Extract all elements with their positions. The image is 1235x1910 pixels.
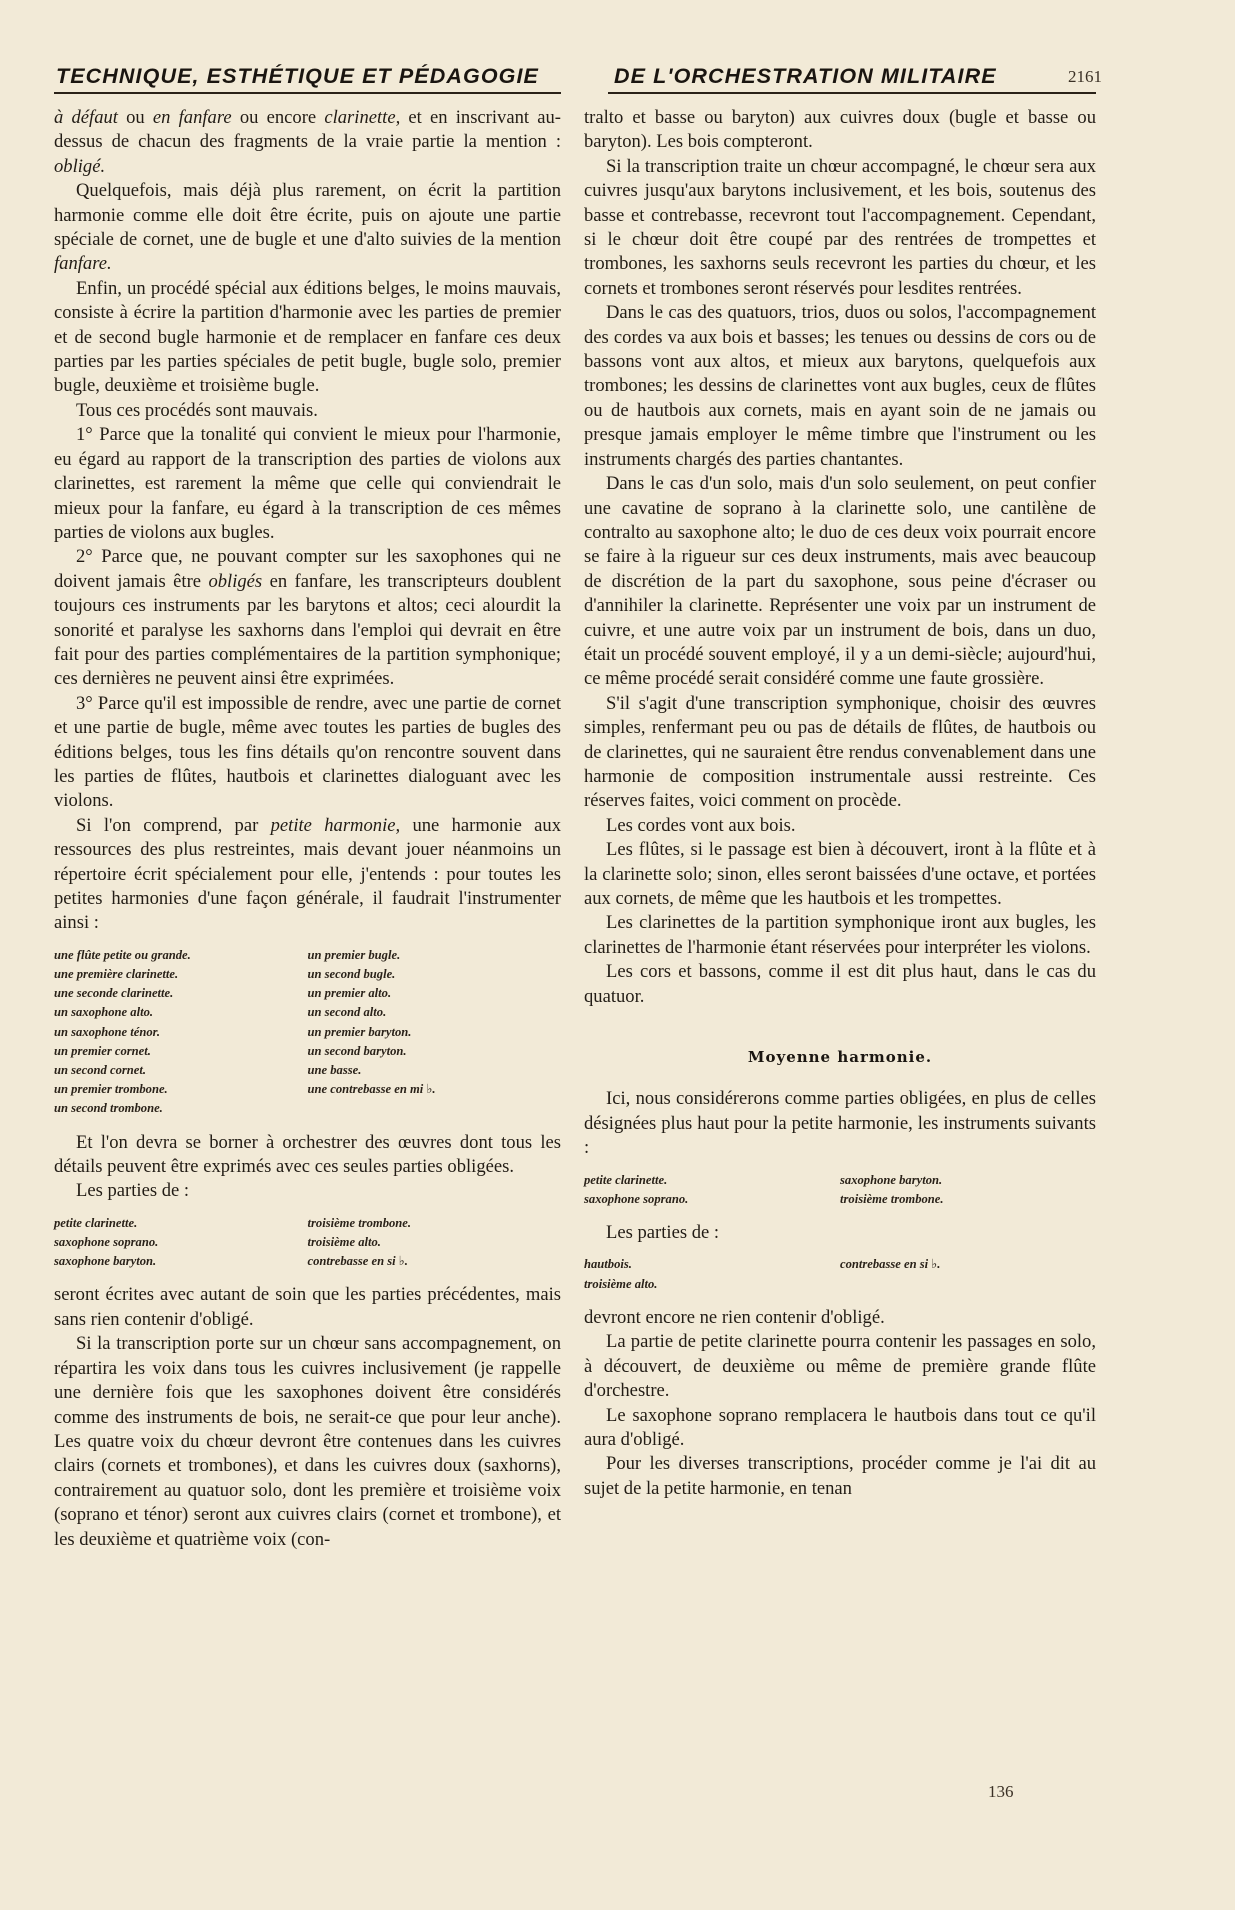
list-item: troisième alto. [307, 1235, 381, 1250]
list-item: saxophone soprano. [54, 1235, 159, 1250]
text-run: ou [117, 107, 153, 128]
list-item: une flûte petite ou grande. [54, 947, 191, 962]
paragraph: devront encore ne rien contenir d'obligé. [584, 1306, 885, 1328]
list-column [308, 946, 562, 1119]
paragraph: Dans le cas des quatuors, trios, duos ou solos, l'accompagnement des cordes va aux bois et basses; les tenues ou dessins de cors ou de bassons vont aux altos, et mieux aux barytons, quelquefois aux trombones; les dessins de clarinettes vont aux bugles, ceux de flûtes ou de hautbois aux cornets, mais en ayant soin de ne jamais ou presque jamais employer le même timbre que l'instrument ou les instruments chargés des parties chantantes. [584, 302, 1096, 470]
italic-text: à défaut [54, 107, 118, 128]
paragraph [54, 179, 561, 277]
folio-number: 136 [988, 1782, 1014, 1801]
header-left-title: TECHNIQUE, ESTHÉTIQUE ET PÉDAGOGIE [56, 64, 539, 88]
paragraph: S'il s'agit d'une transcription symphonique, choisir des œuvres simples, renfermant peu ou pas de détails de flûtes, de hautbois ou de clarinettes, qui ne sauraient être rendus convenablement dans une harmonie de composition instrumentale aussi restreinte. Ces réserves faites, voici comment on procède. [584, 692, 1096, 812]
italic-text: fanfare. [54, 253, 112, 275]
paragraph: Dans le cas d'un solo, mais d'un solo seulement, on peut confier une cavatine de soprano à la clarinette solo, une cantilène de contralto au saxophone alto; le duo de ces deux voix pourrait encore se faire à la rigueur sur ces deux instruments, mais avec beaucoup de discrétion de la part du saxophone, sous peine d'écraser ou d'annihiler la clarinette. Représenter une voix par un instrument de cuivre, et une autre voix par un instrument de bois, dans un duo, était un procédé souvent employé, il y a un demi-siècle; aujourd'hui, ce même procédé serait considéré comme une faute grossière. [584, 473, 1096, 690]
text-run: en fanfare, les transcripteurs doublent toujours ces instruments par les barytons et altos; ceci alourdit la sonorité et paralyse les saxhorns dans l'emploi qui devrait en être fait pour des parties complémentaires de la partition symphonique; ces dernières ne peuvent ainsi être exprimées. [54, 570, 561, 690]
list-item: saxophone baryton. [54, 1254, 157, 1269]
paragraph [54, 545, 561, 691]
paragraph: Et l'on devra se borner à orchestrer des œuvres dont tous les détails peuvent être exprimés avec ces seules parties obligées. [54, 1131, 561, 1178]
italic-text: petite harmonie, [270, 814, 401, 836]
list-item: contrebasse en si ♭. [840, 1257, 941, 1272]
list-item: troisième alto. [584, 1276, 658, 1291]
header-rule-right [608, 92, 1096, 94]
paragraph: 3° Parce qu'il est impossible de rendre, avec une partie de cornet et une partie de bugle, même avec toutes les parties de bugles des éditions belges, tous les fins détails qu'on rencontre souvent dans les parties de flûtes, hautbois et clarinettes dialoguant avec les violons. [54, 692, 561, 812]
text-run: et en inscrivant au-dessus de chacun des fragments de la vraie partie la mention : [54, 107, 561, 153]
italic-text: clarinette, [324, 107, 401, 128]
list-item: troisième trombone. [840, 1191, 944, 1206]
instrument-list-petite-harmonie [54, 946, 561, 1119]
text-run: 2° Parce que, ne pouvant compter sur les saxophones qui ne doivent jamais être [54, 546, 561, 592]
list-item: un second alto. [307, 1005, 387, 1020]
list-item: hautbois. [584, 1257, 632, 1272]
instrument-list-non-obligees [54, 1214, 561, 1272]
paragraph: Pour les diverses transcriptions, procéder comme je l'ai dit au sujet de la petite harmonie, en tenan [584, 1453, 1096, 1499]
paragraph: Si la transcription porte sur un chœur sans accompagnement, on répartira les voix dans tous les cuivres inclusivement (je rappelle une dernière fois que les saxophones doivent être considérés comme des instruments de bois, ne serait-ce que pour leur anche). Les quatre voix du chœur devront être contenues dans les cuivres clairs (cornets et trombones), et dans les cuivres doux (saxhorns), contrairement au quatuor solo, dont les première et troisième voix (soprano et ténor) seront aux cuivres clairs (cornet et trombone), et les deuxième et quatrième voix (con- [54, 1333, 561, 1550]
paragraph: 1° Parce que la tonalité qui convient le mieux pour l'harmonie, eu égard au rapport de la transcription des parties de violons aux clarinettes, est rarement la même que celle qui conviendrait le mieux pour la fanfare, eu égard à la transcription de ces mêmes parties de violons aux bugles. [54, 424, 561, 543]
paragraph: Si la transcription traite un chœur accompagné, le chœur sera aux cuivres jusqu'aux barytons inclusivement, et les bois, soutenus des basse et contrebasse, recevront tout l'accompagnement. Cependant, si le chœur doit être coupé par des rentrées de trompettes et trombones, les saxhorns seuls recevront les parties du chœur, et les cornets et trombones seront réservés pour lesdites rentrées. [584, 155, 1096, 299]
italic-text: obligés [208, 570, 263, 592]
page-number: 2161 [1068, 67, 1102, 86]
list-item: saxophone baryton. [840, 1172, 943, 1187]
list-item: un second cornet. [54, 1063, 147, 1078]
list-item: contrebasse en si ♭. [307, 1254, 408, 1269]
list-item: une basse. [307, 1063, 362, 1078]
list-item: un premier bugle. [307, 947, 401, 962]
list-item: petite clarinette. [584, 1172, 668, 1187]
paragraph: Les clarinettes de la partition symphonique iront aux bugles, les clarinettes de l'harmonie étant réservées pour interpréter les violons. [584, 912, 1096, 958]
list-item: un saxophone ténor. [54, 1024, 161, 1039]
paragraph: Les flûtes, si le passage est bien à découvert, iront à la flûte et à la clarinette solo; sinon, elles seront baissées d'une octave, et portées aux cornets, de même que les hautbois et les trompettes. [584, 839, 1096, 909]
list-item: une première clarinette. [54, 967, 179, 982]
italic-text: obligé. [54, 155, 106, 177]
paragraph: Les cors et bassons, comme il est dit plus haut, dans le cas du quatuor. [584, 961, 1096, 1007]
list-item: un second bugle. [307, 967, 396, 982]
paragraph [54, 814, 561, 936]
list-item: un saxophone alto. [54, 1005, 154, 1020]
paragraph: tralto et basse ou baryton) aux cuivres doux (bugle et basse ou baryton). Les bois compteront. [584, 107, 1096, 153]
right-column [584, 106, 1096, 1501]
text-run: une harmonie aux ressources des plus restreintes, mais devant jouer néanmoins un répertoire écrit spécialement pour elle, j'entends : pour toutes les petites harmonies d'une façon générale, il faudrait l'instrumenter ainsi : [54, 814, 561, 934]
list-item: petite clarinette. [54, 1215, 138, 1230]
list-column [54, 1214, 308, 1272]
list-item: une contrebasse en mi ♭. [307, 1082, 436, 1097]
list-column [840, 1255, 1096, 1293]
header-right-title: DE L'ORCHESTRATION MILITAIRE [614, 64, 997, 88]
paragraph: La partie de petite clarinette pourra contenir les passages en solo, à découvert, de deuxième ou même de première grande flûte d'orchestre. [584, 1331, 1096, 1402]
list-item: saxophone soprano. [584, 1191, 689, 1206]
text-run: Quelquefois, mais déjà plus rarement, on écrit la partition harmonie comme elle doit être écrite, puis on ajoute une partie spéciale de cornet, une de bugle et une d'alto suivies de la mention [54, 180, 561, 251]
paragraph: seront écrites avec autant de soin que les parties précédentes, mais sans rien contenir d'obligé. [54, 1284, 561, 1330]
list-item: un premier alto. [307, 986, 392, 1001]
paragraph: Le saxophone soprano remplacera le hautbois dans tout ce qu'il aura d'obligé. [584, 1404, 1096, 1450]
instrument-list-moyenne-harmonie [584, 1171, 1096, 1209]
section-title: Moyenne harmonie. [747, 1048, 933, 1067]
paragraph [54, 106, 561, 179]
list-item: un premier cornet. [54, 1043, 151, 1058]
instrument-list-non-obligees-moyenne [584, 1255, 1096, 1293]
list-column [584, 1255, 840, 1293]
list-item: troisième trombone. [307, 1215, 412, 1230]
paragraph: Les parties de : [606, 1222, 720, 1244]
list-column [54, 946, 308, 1119]
paragraph: Tous ces procédés sont mauvais. [76, 399, 318, 421]
paragraph: Les parties de : [76, 1180, 190, 1202]
list-item: un second trombone. [54, 1101, 163, 1116]
text-run: ou encore [231, 107, 325, 128]
list-column [308, 1214, 562, 1272]
left-column [54, 106, 561, 1552]
paragraph: Enfin, un procédé spécial aux éditions belges, le moins mauvais, consiste à écrire la partition d'harmonie avec les parties de premier et de second bugle harmonie et de remplacer en fanfare ces deux parties par les parties spéciales de petit bugle, bugle solo, premier bugle, deuxième et troisième bugle. [54, 277, 561, 397]
italic-text: en fanfare [152, 107, 232, 128]
list-item: un second baryton. [307, 1043, 407, 1058]
list-column [840, 1171, 1096, 1209]
list-item: un premier trombone. [54, 1082, 168, 1097]
list-item: un premier baryton. [307, 1024, 412, 1039]
list-item: une seconde clarinette. [54, 986, 174, 1001]
list-column [584, 1171, 840, 1209]
header-rule-left [54, 92, 561, 94]
paragraph: Ici, nous considérerons comme parties obligées, en plus de celles désignées plus haut pour la petite harmonie, les instruments suivants : [584, 1088, 1096, 1159]
text-run: Si l'on comprend, par [76, 814, 271, 836]
paragraph: Les cordes vont aux bois. [606, 814, 796, 836]
